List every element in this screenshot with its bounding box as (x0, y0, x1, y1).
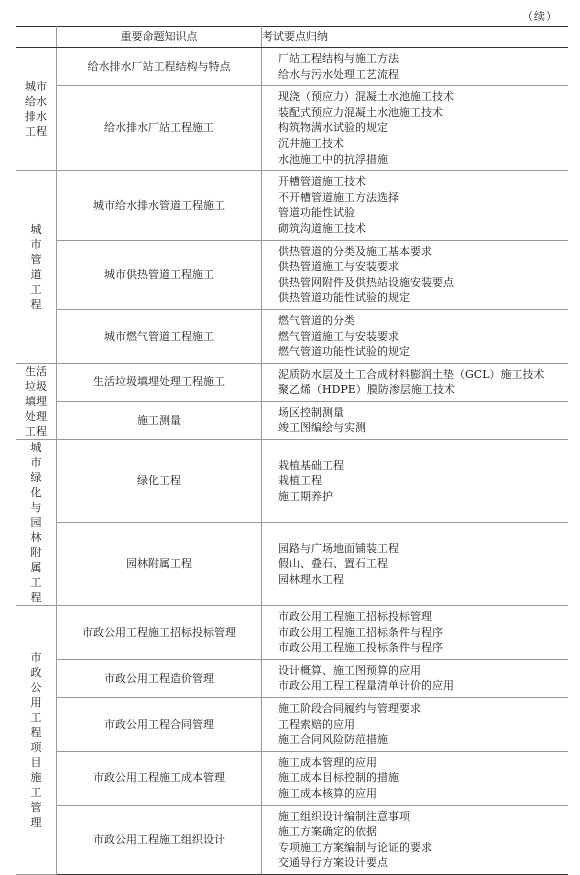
point-item: 供热管道的分类及施工基本要求 (278, 244, 432, 258)
table-row (16, 48, 568, 86)
point-item: 施工阶段合同履约与管理要求 (278, 702, 421, 716)
point-item: 供热管道施工与安装要求 (278, 260, 399, 274)
point-item: 园林理水工程 (278, 572, 344, 586)
point-item: 施工成本核算的应用 (278, 787, 377, 800)
point-item: 施工合同风险防范措施 (278, 733, 388, 747)
point-item: 交通导行方案设计要点 (278, 856, 388, 870)
category-label: 生活垃圾填埋处理工程 (25, 364, 47, 438)
table-row (16, 363, 568, 401)
topic-cell: 城市供热管道工程施工 (57, 240, 262, 309)
category-cell (16, 606, 57, 875)
header-category (16, 27, 57, 48)
points-cell (262, 523, 569, 606)
table-row (16, 440, 568, 523)
point-item: 专项施工方案编制与论证的要求 (278, 840, 432, 854)
point-item: 给水与污水处理工艺流程 (278, 67, 399, 81)
point-item: 现浇（预应力）混凝土水池施工技术 (278, 90, 454, 104)
point-item: 施工成本目标控制的措施 (278, 771, 399, 785)
point-item: 管道功能性试验 (278, 206, 355, 220)
points-cell (262, 240, 569, 309)
table-header-row (16, 27, 568, 48)
point-item: 市政公用工程施工招标投标管理 (278, 610, 432, 624)
continued-label: （续） (522, 10, 558, 23)
point-item: 厂站工程结构与施工方法 (278, 52, 399, 65)
topic-cell: 给水排水厂站工程结构与特点 (57, 48, 262, 86)
table-row (16, 523, 568, 606)
topic-cell: 市政公用工程合同管理 (57, 698, 262, 752)
point-item: 构筑物满水试验的规定 (278, 121, 388, 135)
point-item: 供热管道功能性试验的规定 (278, 291, 410, 305)
category-cell (16, 171, 57, 364)
points-cell (262, 171, 569, 240)
point-item: 施工方案确定的依据 (278, 825, 377, 839)
points-cell (262, 751, 569, 805)
topic-cell: 市政公用工程造价管理 (57, 659, 262, 697)
table-row (16, 171, 568, 240)
points-cell (262, 48, 569, 86)
topic-cell: 市政公用工程施工招标投标管理 (57, 606, 262, 660)
table-row (16, 86, 568, 171)
table-row (16, 805, 568, 874)
point-item: 市政公用工程工程量清单计价的应用 (278, 679, 454, 693)
point-item: 开槽管道施工技术 (278, 175, 366, 189)
point-item: 施工成本管理的应用 (278, 755, 377, 769)
point-item: 竣工图编绘与实测 (278, 421, 366, 435)
point-item: 水池施工中的抗浮措施 (278, 152, 388, 166)
topic-cell: 给水排水厂站工程施工 (57, 86, 262, 171)
point-item: 不开槽管道施工方法选择 (278, 190, 399, 204)
point-item: 沉井施工技术 (278, 136, 344, 150)
table-body (16, 48, 568, 875)
point-item: 栽植基础工程 (278, 458, 344, 472)
point-item: 施工期养护 (278, 489, 333, 503)
category-cell (16, 363, 57, 439)
point-item: 假山、叠石、置石工程 (278, 557, 388, 571)
table-row (16, 401, 568, 439)
table-row (16, 606, 568, 660)
points-cell (262, 698, 569, 752)
points-cell (262, 606, 569, 660)
knowledge-table (16, 26, 568, 875)
points-cell (262, 309, 569, 363)
category-cell (16, 48, 57, 171)
point-item: 市政公用工程施工投标条件与程序 (278, 641, 443, 655)
point-item: 燃气管道的分类 (278, 313, 355, 327)
category-label: 城市管道工程 (30, 222, 42, 311)
table-row (16, 698, 568, 752)
point-item: 泥质防水层及土工合成材料膨润土垫（GCL）施工技术 (278, 367, 545, 381)
point-item: 园路与广场地面铺装工程 (278, 541, 399, 555)
topic-cell: 城市给水排水管道工程施工 (57, 171, 262, 240)
point-item: 市政公用工程施工招标条件与程序 (278, 625, 443, 639)
point-item: 装配式预应力混凝土水池施工技术 (278, 105, 443, 119)
table-row (16, 751, 568, 805)
points-cell (262, 401, 569, 439)
point-item: 供热管网附件及供热站设施安装要点 (278, 275, 454, 289)
category-cell (16, 440, 57, 606)
points-cell (262, 86, 569, 171)
points-cell (262, 659, 569, 697)
category-label: 市政公用工程项目施工管理 (30, 651, 42, 830)
point-item: 燃气管道功能性试验的规定 (278, 345, 410, 359)
point-item: 场区控制测量 (278, 405, 344, 419)
point-item: 施工组织设计编制注意事项 (278, 809, 410, 823)
header-points: 考试要点归纳 (262, 27, 569, 48)
topic-cell: 城市燃气管道工程施工 (57, 309, 262, 363)
header-topic: 重要命题知识点 (57, 27, 262, 48)
topic-cell: 市政公用工程施工成本管理 (57, 751, 262, 805)
category-label: 城市绿化与园林附属工程 (30, 441, 42, 605)
table-row (16, 240, 568, 309)
table-row (16, 309, 568, 363)
point-item: 砌筑沟道施工技术 (278, 221, 366, 235)
point-item: 工程索赔的应用 (278, 717, 355, 731)
points-cell (262, 805, 569, 874)
table-row (16, 659, 568, 697)
point-item: 燃气管道施工与安装要求 (278, 329, 399, 343)
point-item: 聚乙烯（HDPE）膜防渗层施工技术 (278, 383, 455, 397)
topic-cell: 生活垃圾填埋处理工程施工 (57, 363, 262, 401)
topic-cell: 园林附属工程 (57, 523, 262, 606)
point-item: 栽植工程 (278, 474, 322, 488)
topic-cell: 施工测量 (57, 401, 262, 439)
points-cell (262, 363, 569, 401)
point-item: 设计概算、施工图预算的应用 (278, 663, 421, 677)
category-label: 城市给水排水工程 (25, 80, 47, 139)
topic-cell: 市政公用工程施工组织设计 (57, 805, 262, 874)
points-cell (262, 440, 569, 523)
topic-cell: 绿化工程 (57, 440, 262, 523)
